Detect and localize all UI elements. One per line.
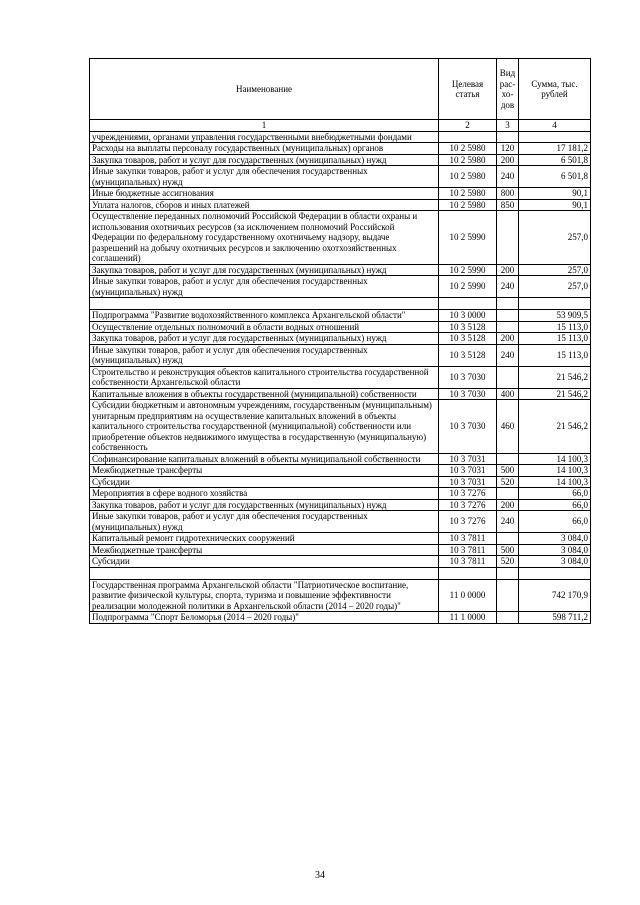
column-number-row — [90, 120, 591, 132]
table-row — [90, 131, 591, 143]
row-type-cell — [497, 453, 519, 465]
table-row — [90, 511, 591, 533]
row-name-cell: Закупка товаров, работ и услуг для государственных (муниципальных) нужд — [90, 154, 439, 166]
row-code-cell: 10 3 7276 — [439, 511, 497, 533]
row-type-cell — [497, 579, 519, 612]
row-name-cell: Государственная программа Архангельской области "Патриотическое воспитание, развитие физической культуры, спорта, туризма и повышение эффективности реализации молодежной политики в Архангельской области (2014 – 2020 годы)" — [90, 579, 439, 612]
page-number: 34 — [315, 870, 325, 881]
row-sum-cell — [519, 131, 591, 143]
table-row — [90, 453, 591, 465]
row-name-cell: Уплата налогов, сборов и иных платежей — [90, 199, 439, 211]
row-code-cell: 10 2 5990 — [439, 264, 497, 276]
row-sum-cell: 14 100,3 — [519, 476, 591, 488]
header-sum: Сумма, тыс. рублей — [519, 59, 591, 120]
column-number: 3 — [497, 120, 519, 132]
row-code-cell: 10 2 5990 — [439, 276, 497, 298]
column-number: 2 — [439, 120, 497, 132]
row-type-cell: 200 — [497, 264, 519, 276]
row-type-cell — [497, 488, 519, 500]
row-name-cell: Софинансирование капитальных вложений в объекты муниципальной собственности — [90, 453, 439, 465]
row-name-cell: Субсидии — [90, 476, 439, 488]
row-code-cell — [439, 298, 497, 310]
row-code-cell: 10 2 5980 — [439, 188, 497, 200]
row-code-cell: 10 3 5128 — [439, 333, 497, 345]
row-code-cell: 11 0 0000 — [439, 579, 497, 612]
row-name-cell: Межбюджетные трансферты — [90, 465, 439, 477]
row-type-cell: 850 — [497, 199, 519, 211]
row-code-cell: 10 3 7811 — [439, 556, 497, 568]
row-name-cell: Строительство и реконструкция объектов капитального строительства государственной собственности Архангельской области — [90, 366, 439, 388]
table-row — [90, 333, 591, 345]
row-name-cell — [90, 298, 439, 310]
row-type-cell: 500 — [497, 544, 519, 556]
row-code-cell: 10 3 7276 — [439, 499, 497, 511]
table-row — [90, 321, 591, 333]
table-row — [90, 188, 591, 200]
row-name-cell: Закупка товаров, работ и услуг для государственных (муниципальных) нужд — [90, 333, 439, 345]
row-sum-cell: 14 100,3 — [519, 453, 591, 465]
row-name-cell: Закупка товаров, работ и услуг для государственных (муниципальных) нужд — [90, 264, 439, 276]
row-sum-cell: 6 501,8 — [519, 154, 591, 166]
table-row — [90, 567, 591, 579]
table-row — [90, 476, 591, 488]
row-code-cell: 10 2 5980 — [439, 166, 497, 188]
row-name-cell: Мероприятия в сфере водного хозяйства — [90, 488, 439, 500]
header-row — [90, 59, 591, 120]
row-code-cell: 10 3 7031 — [439, 476, 497, 488]
row-sum-cell: 21 546,2 — [519, 388, 591, 400]
row-name-cell: Подпрограмма "Развитие водохозяйственного комплекса Архангельской области" — [90, 310, 439, 322]
row-name-cell: Субсидии бюджетным и автономным учреждениям, государственным (муниципальным) унитарным предприятиям на осуществление капитальных вложений в объекты капитального строительства государственной (муниципальной) собственности или приобретение объектов недвижимого имущества в государственную (муниципальную) собственность — [90, 400, 439, 454]
table-row — [90, 211, 591, 265]
table-body — [90, 131, 591, 623]
row-sum-cell: 14 100,3 — [519, 465, 591, 477]
row-type-cell: 520 — [497, 476, 519, 488]
row-type-cell: 200 — [497, 499, 519, 511]
row-name-cell: Межбюджетные трансферты — [90, 544, 439, 556]
table-row — [90, 264, 591, 276]
table-row — [90, 499, 591, 511]
table-row — [90, 465, 591, 477]
row-type-cell: 240 — [497, 511, 519, 533]
table-row — [90, 276, 591, 298]
row-sum-cell: 3 084,0 — [519, 556, 591, 568]
row-code-cell: 10 3 7030 — [439, 388, 497, 400]
row-type-cell: 800 — [497, 188, 519, 200]
row-name-cell: Иные закупки товаров, работ и услуг для обеспечения государственных (муниципальных) нужд — [90, 344, 439, 366]
header-code: Целевая статья — [439, 59, 497, 120]
row-type-cell — [497, 310, 519, 322]
row-type-cell — [497, 321, 519, 333]
row-sum-cell — [519, 567, 591, 579]
row-code-cell: 11 1 0000 — [439, 612, 497, 624]
row-type-cell: 240 — [497, 166, 519, 188]
table-row — [90, 310, 591, 322]
table-row — [90, 488, 591, 500]
row-name-cell: Иные бюджетные ассигнования — [90, 188, 439, 200]
row-sum-cell: 53 909,5 — [519, 310, 591, 322]
column-number: 4 — [519, 120, 591, 132]
table-row — [90, 166, 591, 188]
row-sum-cell: 66,0 — [519, 511, 591, 533]
table-row — [90, 344, 591, 366]
table-row — [90, 388, 591, 400]
row-code-cell: 10 3 0000 — [439, 310, 497, 322]
row-code-cell: 10 3 7811 — [439, 533, 497, 545]
table-row — [90, 199, 591, 211]
row-name-cell: Осуществление переданных полномочий Российской Федерации в области охраны и использования охотничьих ресурсов (за исключением полномочий Российской Федерации по федеральному государственному охотничьему надзору, выдаче разрешений на добычу охотничьих ресурсов и заключению охотхозяйственных соглашений) — [90, 211, 439, 265]
row-code-cell: 10 3 5128 — [439, 321, 497, 333]
row-type-cell — [497, 131, 519, 143]
row-name-cell: учреждениями, органами управления государственными внебюджетными фондами — [90, 131, 439, 143]
table-row — [90, 298, 591, 310]
row-sum-cell: 66,0 — [519, 488, 591, 500]
budget-table — [89, 58, 591, 624]
row-type-cell: 240 — [497, 344, 519, 366]
table-row — [90, 579, 591, 612]
row-type-cell: 460 — [497, 400, 519, 454]
row-sum-cell: 15 113,0 — [519, 344, 591, 366]
row-name-cell: Подпрограмма "Спорт Беломорья (2014 – 2020 годы)" — [90, 612, 439, 624]
table-row — [90, 612, 591, 624]
row-sum-cell: 66,0 — [519, 499, 591, 511]
row-sum-cell: 15 113,0 — [519, 321, 591, 333]
row-type-cell: 240 — [497, 276, 519, 298]
row-sum-cell: 15 113,0 — [519, 333, 591, 345]
row-name-cell: Иные закупки товаров, работ и услуг для обеспечения государственных (муниципальных) нужд — [90, 166, 439, 188]
row-name-cell: Закупка товаров, работ и услуг для государственных (муниципальных) нужд — [90, 499, 439, 511]
row-code-cell — [439, 567, 497, 579]
row-code-cell: 10 3 7030 — [439, 400, 497, 454]
row-code-cell: 10 3 7031 — [439, 465, 497, 477]
row-type-cell: 120 — [497, 143, 519, 155]
column-number: 1 — [90, 120, 439, 132]
row-sum-cell: 90,1 — [519, 188, 591, 200]
row-sum-cell: 257,0 — [519, 276, 591, 298]
row-code-cell — [439, 131, 497, 143]
row-name-cell: Расходы на выплаты персоналу государственных (муниципальных) органов — [90, 143, 439, 155]
row-sum-cell: 3 084,0 — [519, 533, 591, 545]
row-name-cell — [90, 567, 439, 579]
row-type-cell — [497, 298, 519, 310]
row-sum-cell: 6 501,8 — [519, 166, 591, 188]
row-sum-cell — [519, 298, 591, 310]
header-type: Вид рас- хо- дов — [497, 59, 519, 120]
row-sum-cell: 21 546,2 — [519, 400, 591, 454]
row-type-cell: 200 — [497, 154, 519, 166]
row-sum-cell: 21 546,2 — [519, 366, 591, 388]
row-type-cell — [497, 533, 519, 545]
table-row — [90, 400, 591, 454]
row-sum-cell: 598 711,2 — [519, 612, 591, 624]
row-code-cell: 10 2 5980 — [439, 154, 497, 166]
row-type-cell: 500 — [497, 465, 519, 477]
row-code-cell: 10 2 5980 — [439, 143, 497, 155]
row-code-cell: 10 3 7811 — [439, 544, 497, 556]
row-code-cell: 10 3 7276 — [439, 488, 497, 500]
row-code-cell: 10 2 5990 — [439, 211, 497, 265]
row-type-cell: 520 — [497, 556, 519, 568]
header-name: Наименование — [90, 59, 439, 120]
row-sum-cell: 742 170,9 — [519, 579, 591, 612]
row-sum-cell: 257,0 — [519, 211, 591, 265]
row-type-cell — [497, 211, 519, 265]
row-type-cell: 400 — [497, 388, 519, 400]
table-row — [90, 154, 591, 166]
row-name-cell: Субсидии — [90, 556, 439, 568]
table-row — [90, 366, 591, 388]
row-name-cell: Осуществление отдельных полномочий в области водных отношений — [90, 321, 439, 333]
row-name-cell: Капитальные вложения в объекты государственной (муниципальной) собственности — [90, 388, 439, 400]
row-type-cell — [497, 366, 519, 388]
row-sum-cell: 90,1 — [519, 199, 591, 211]
row-name-cell: Иные закупки товаров, работ и услуг для обеспечения государственных (муниципальных) нужд — [90, 276, 439, 298]
row-type-cell — [497, 612, 519, 624]
row-code-cell: 10 3 7031 — [439, 453, 497, 465]
row-sum-cell: 17 181,2 — [519, 143, 591, 155]
row-type-cell: 200 — [497, 333, 519, 345]
table-row — [90, 533, 591, 545]
row-name-cell: Иные закупки товаров, работ и услуг для обеспечения государственных (муниципальных) нужд — [90, 511, 439, 533]
row-code-cell: 10 3 5128 — [439, 344, 497, 366]
table-row — [90, 544, 591, 556]
row-name-cell: Капитальный ремонт гидротехнических сооружений — [90, 533, 439, 545]
table-row — [90, 143, 591, 155]
row-code-cell: 10 3 7030 — [439, 366, 497, 388]
row-type-cell — [497, 567, 519, 579]
row-code-cell: 10 2 5980 — [439, 199, 497, 211]
table-row — [90, 556, 591, 568]
row-sum-cell: 3 084,0 — [519, 544, 591, 556]
row-sum-cell: 257,0 — [519, 264, 591, 276]
